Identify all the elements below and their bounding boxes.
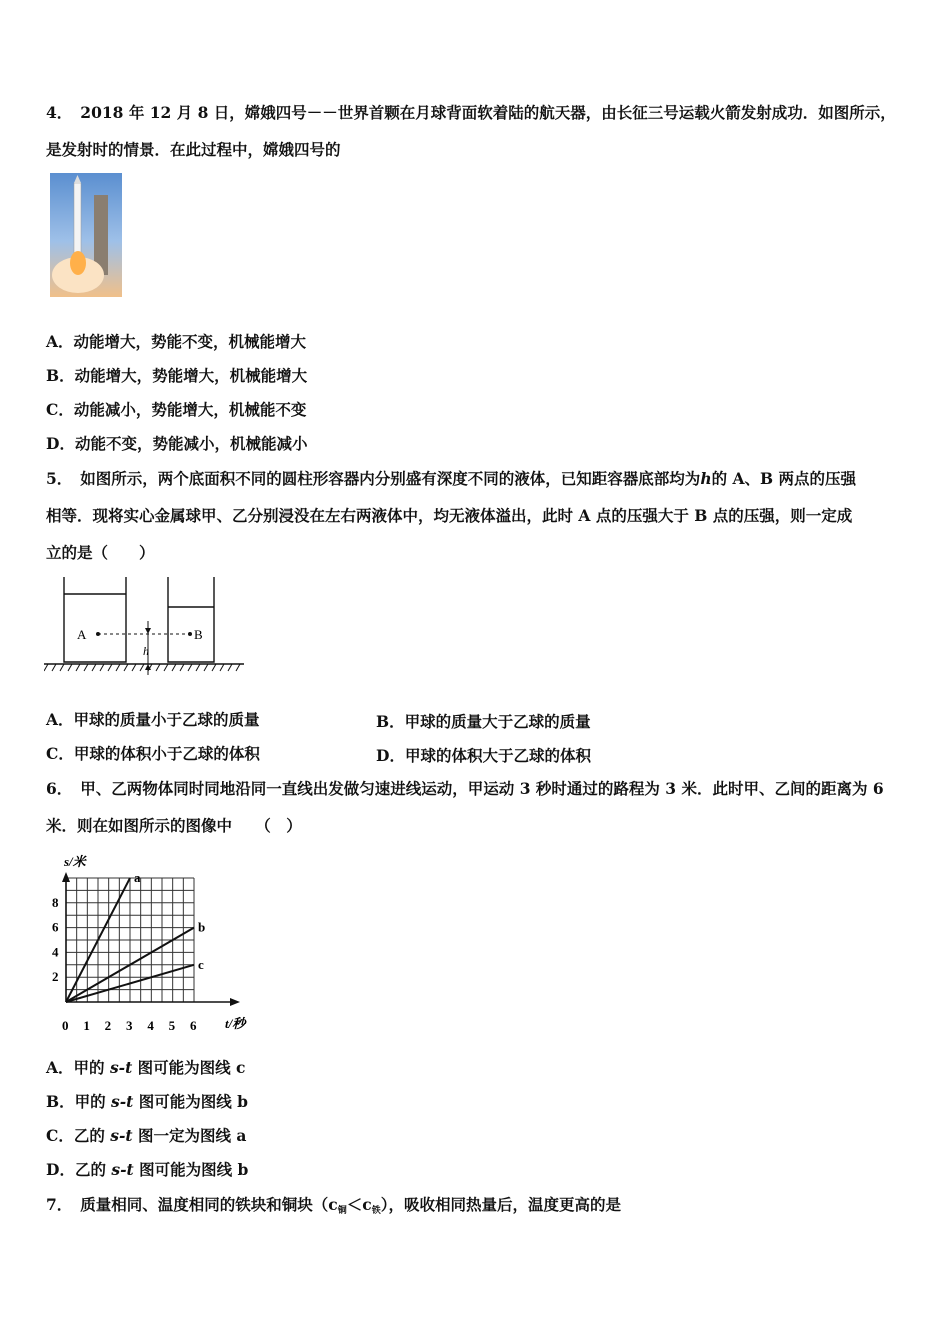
q4-number: 4． <box>46 103 73 122</box>
q6-option-b-st: s-t <box>111 1092 134 1111</box>
y-tick-label: 8 <box>52 894 59 910</box>
q6-number: 6． <box>46 779 73 798</box>
q4-option-d: D．动能不变，势能减小，机械能减小 <box>46 434 308 453</box>
q5-option-c: C．甲球的体积小于乙球的体积 <box>46 744 260 763</box>
y-axis-label: s/米 <box>64 854 86 869</box>
q5-line2: 相等．现将实心金属球甲、乙分别浸没在左右两液体中，均无液体溢出，此时 A 点的压强大于 B 点的压强，则一定成 <box>46 506 853 525</box>
q6-line1 <box>46 779 884 799</box>
q6-option-a-post: 图可能为图线 c <box>132 1058 246 1077</box>
q6-line2: 米．则在如图所示的图像中 （ ） <box>46 816 302 835</box>
q7-sub-copper: 铜 <box>337 1206 347 1216</box>
q6-option-d-st: s-t <box>111 1160 134 1179</box>
label-b: B <box>194 627 203 642</box>
y-tick-label: 2 <box>52 969 59 985</box>
two-containers-diagram <box>44 575 248 679</box>
q5-line3: 立的是（ ） <box>46 543 155 562</box>
x-axis-arrow <box>230 998 240 1006</box>
series-label-a: a <box>134 870 141 885</box>
x-tick-label: 1 <box>83 1018 90 1033</box>
q4-line1 <box>46 103 896 123</box>
s-t-chart <box>44 850 256 1040</box>
q7-less-than: ＜c <box>346 1195 372 1214</box>
q4-option-a: A．动能增大，势能不变，机械能增大 <box>46 332 307 351</box>
x-tick-label: 2 <box>104 1018 112 1033</box>
x-tick-label: 0 <box>62 1018 69 1033</box>
x-tick-label: 5 <box>168 1018 176 1033</box>
q5-number: 5． <box>46 469 73 488</box>
x-axis-label: t/秒 <box>225 1016 246 1031</box>
q5-stem-1a: 如图所示，两个底面积不同的圆柱形容器内分别盛有深度不同的液体，已知距容器底部均为 <box>80 469 701 488</box>
q4-line2: 是发射时的情景．在此过程中，嫦娥四号的 <box>46 140 341 159</box>
q5-stem-1b: 的 A、B 两点的压强 <box>711 469 857 488</box>
q7-number: 7． <box>46 1195 73 1214</box>
label-h: h <box>143 644 149 658</box>
q7-sub-iron: 铁 <box>371 1206 381 1216</box>
q6-option-c-st: s-t <box>110 1126 133 1145</box>
ground-hatching <box>44 664 240 671</box>
q7-line1 <box>46 1195 621 1221</box>
label-a: A <box>77 627 87 642</box>
y-axis-arrow <box>62 872 70 882</box>
q5-option-b: B．甲球的质量大于乙球的质量 <box>376 712 591 731</box>
q6-option-b-pre: B．甲的 <box>46 1092 111 1111</box>
q4-stem-1: 2018 年 12 月 8 日，嫦娥四号－－世界首颗在月球背面软着陆的航天器，由长征三号运载火箭发射成功．如图所示， <box>80 103 896 122</box>
rocket-launch-photo <box>50 173 122 297</box>
q6-option-a-st: s-t <box>109 1058 133 1077</box>
q7-text-b: ），吸收相同热量后，温度更高的是 <box>380 1195 621 1214</box>
q6-option-b <box>46 1092 248 1112</box>
q6-stem-1: 甲、乙两物体同时同地沿同一直线出发做匀速进线运动，甲运动 3 秒时通过的路程为 3 米．此时甲、乙间的距离为 6 <box>80 779 884 798</box>
q6-option-d <box>46 1160 248 1180</box>
x-tick-label: 6 <box>190 1018 197 1033</box>
point-a <box>96 632 100 636</box>
q7-text-a: 质量相同、温度相同的铁块和铜块（c <box>80 1195 338 1214</box>
q5-line1 <box>46 469 856 489</box>
series-label-b: b <box>198 919 206 935</box>
q6-option-d-post: 图可能为图线 b <box>133 1160 249 1179</box>
x-tick-label: 3 <box>126 1018 133 1033</box>
q6-option-a <box>46 1058 246 1078</box>
q6-option-a-pre: A．甲的 <box>46 1058 110 1077</box>
q4-option-b: B．动能增大，势能增大，机械能增大 <box>46 366 308 385</box>
y-tick-label: 4 <box>52 944 59 960</box>
q6-option-d-pre: D．乙的 <box>46 1160 112 1179</box>
q4-option-c: C．动能减小，势能增大，机械能不变 <box>46 400 307 419</box>
x-tick-label: 4 <box>147 1018 154 1033</box>
q5-option-d: D．甲球的体积大于乙球的体积 <box>376 746 591 765</box>
y-tick-label: 6 <box>52 919 59 935</box>
point-b <box>188 632 192 636</box>
exhaust-flame <box>70 251 86 275</box>
series-label-c: c <box>198 956 204 972</box>
rocket-body <box>74 183 81 253</box>
q5-option-a: A．甲球的质量小于乙球的质量 <box>46 710 260 729</box>
right-container <box>168 577 214 662</box>
q6-option-c <box>46 1126 246 1146</box>
q6-option-c-pre: C．乙的 <box>46 1126 111 1145</box>
left-container <box>64 577 126 662</box>
q6-option-b-post: 图可能为图线 b <box>133 1092 248 1111</box>
height-arrow-top <box>145 628 151 634</box>
q6-option-c-post: 图一定为图线 a <box>132 1126 247 1145</box>
q5-h-symbol: h <box>700 469 712 488</box>
